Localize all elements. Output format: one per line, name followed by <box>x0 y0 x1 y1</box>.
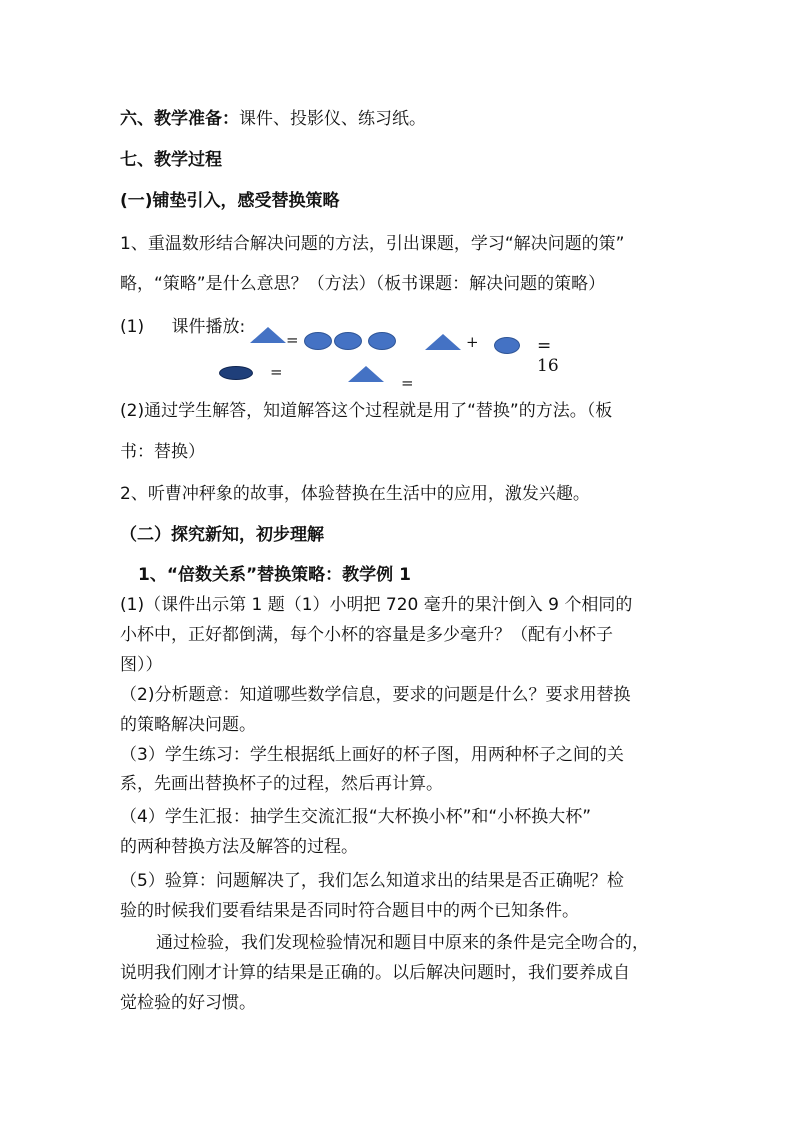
equals-sign: = <box>270 363 283 381</box>
paragraph-line: 图）） <box>120 655 163 675</box>
paragraph-line: 书：替换） <box>120 442 205 462</box>
heading-section-2: （二）探究新知，初步理解 <box>120 525 324 545</box>
paragraph-line: 觉检验的好习惯。 <box>120 993 256 1013</box>
paragraph-line: 的两种替换方法及解答的过程。 <box>120 837 358 857</box>
paragraph-line: (2)通过学生解答，知道解答这个过程就是用了“替换”的方法。（板 <box>120 401 613 421</box>
heading-process: 七、教学过程 <box>120 150 222 170</box>
item-number: (1) <box>120 317 145 337</box>
paragraph-line: 系，先画出替换杯子的过程，然后再计算。 <box>120 774 443 794</box>
paragraph-line: 小杯中，正好都倒满，每个小杯的容量是多少毫升？（配有小杯子 <box>120 625 613 645</box>
preparation-text: 课件、投影仪、练习纸。 <box>239 109 426 129</box>
paragraph-line: （3）学生练习：学生根据纸上画好的杯子图，用两种杯子之间的关 <box>120 745 624 765</box>
oval-shape <box>334 332 362 350</box>
line-courseware <box>120 316 245 338</box>
sum-value: = 16 <box>537 336 559 376</box>
dark-oval-shape <box>219 366 253 380</box>
paragraph-line: 的策略解决问题。 <box>120 715 256 735</box>
paragraph-line: 1、重温数形结合解决问题的方法，引出课题，学习“解决问题的策” <box>120 234 625 254</box>
paragraph-line: 通过检验，我们发现检验情况和题目中原来的条件是完全吻合的， <box>156 933 649 953</box>
oval-shape <box>304 332 332 350</box>
oval-shape <box>494 337 520 354</box>
paragraph-line: （5）验算：问题解决了，我们怎么知道求出的结果是否正确呢？检 <box>120 871 624 891</box>
triangle-shape <box>425 334 461 350</box>
paragraph-line: （4）学生汇报：抽学生交流汇报“大杯换小杯”和“小杯换大杯” <box>120 807 592 827</box>
paragraph-line: 2、听曹冲秤象的故事，体验替换在生活中的应用，激发兴趣。 <box>120 484 590 504</box>
triangle-shape <box>250 327 286 343</box>
heading-example-1: 1、“倍数关系”替换策略：教学例 1 <box>138 565 411 585</box>
courseware-text: 课件播放: <box>171 317 246 337</box>
equals-sign: = <box>401 374 414 392</box>
paragraph-line: 略，“策略”是什么意思？（方法）（板书课题：解决问题的策略） <box>120 274 606 294</box>
paragraph-line: 验的时候我们要看结果是否同时符合题目中的两个已知条件。 <box>120 901 579 921</box>
equals-sign: = <box>286 331 299 349</box>
oval-shape <box>368 332 396 350</box>
plus-sign: + <box>466 333 479 351</box>
heading-section-1: (一)铺垫引入，感受替换策略 <box>120 191 340 211</box>
triangle-shape <box>348 366 384 382</box>
line-preparation <box>120 108 426 130</box>
preparation-label: 六、教学准备： <box>120 109 239 129</box>
paragraph-line: （2)分析题意：知道哪些数学信息，要求的问题是什么？要求用替换 <box>120 685 631 705</box>
paragraph-line: (1)（课件出示第 1 题（1）小明把 720 毫升的果汁倒入 9 个相同的 <box>120 595 633 615</box>
paragraph-line: 说明我们刚才计算的结果是正确的。以后解决问题时，我们要养成自 <box>120 963 630 983</box>
